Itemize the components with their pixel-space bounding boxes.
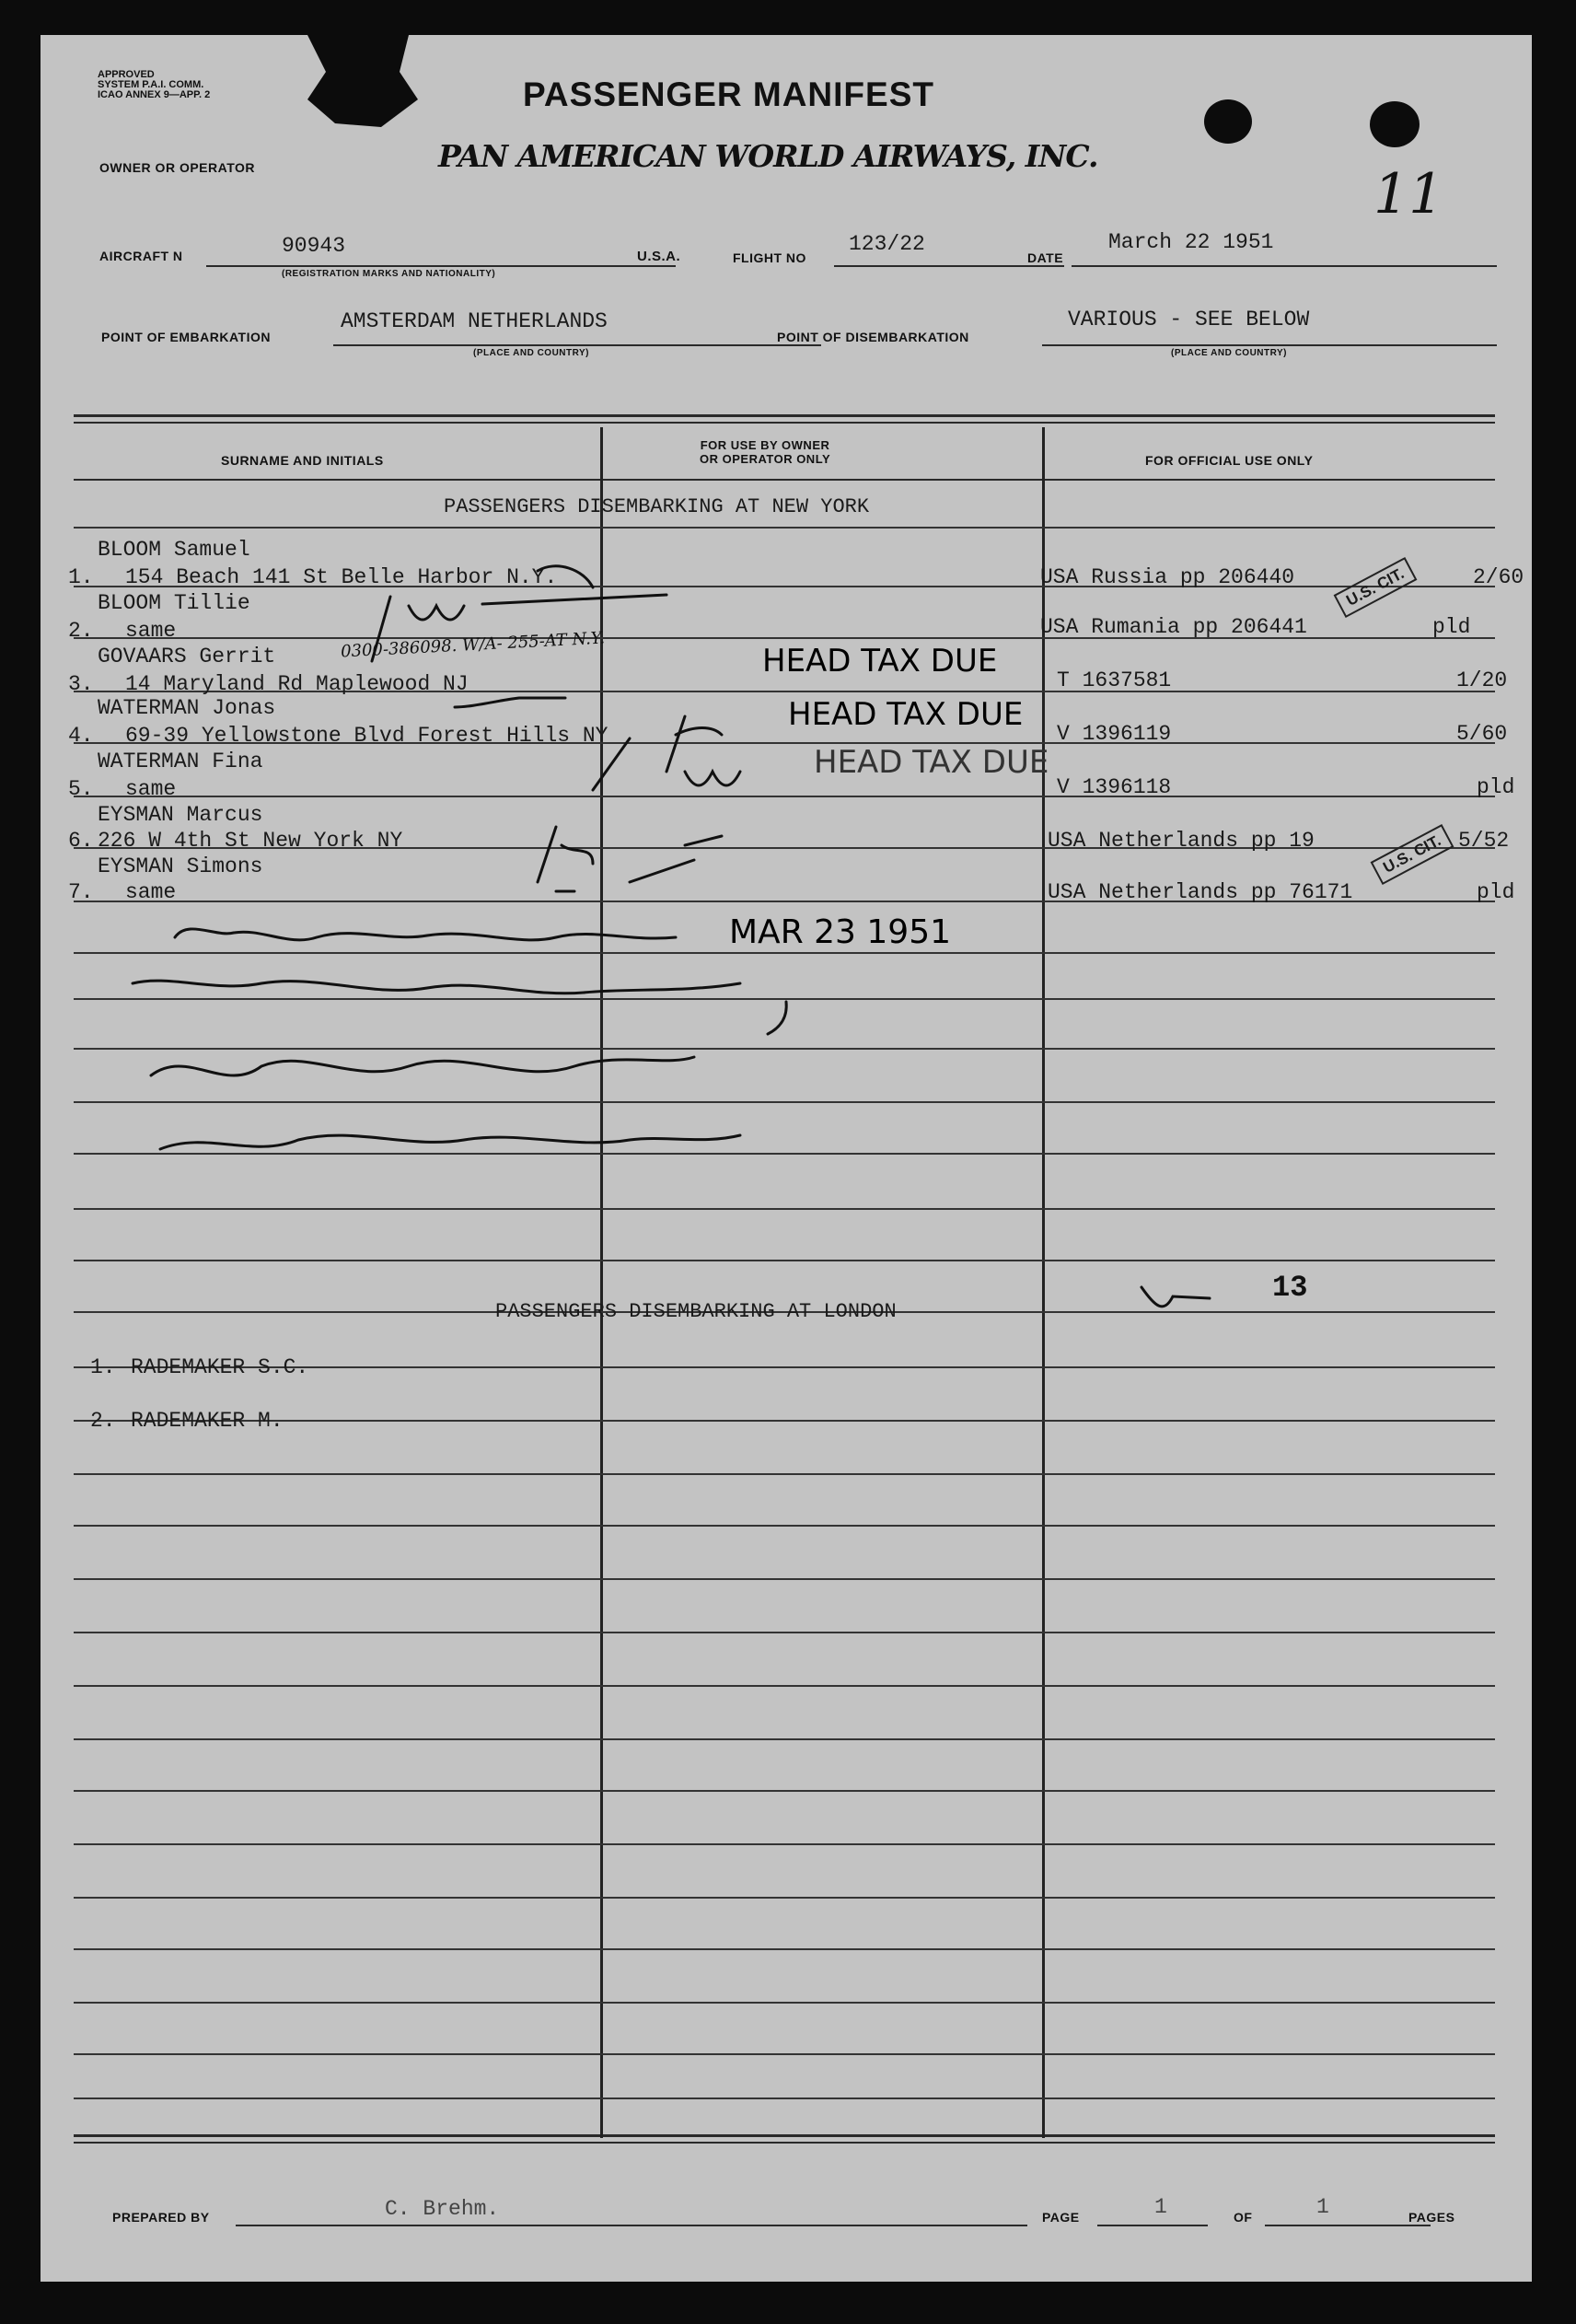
passenger-name: RADEMAKER M. — [131, 1409, 284, 1433]
usa-label: U.S.A. — [637, 249, 681, 264]
official-code: pld — [1477, 880, 1515, 904]
disembarkation-value: VARIOUS - SEE BELOW — [1068, 308, 1310, 331]
section-london: PASSENGERS DISEMBARKING AT LONDON — [495, 1300, 897, 1323]
head-tax-stamp: HEAD TAX DUE — [762, 643, 998, 680]
head-tax-stamp: HEAD TAX DUE — [788, 696, 1024, 733]
embark-place-caption: (PLACE AND COUNTRY) — [473, 348, 589, 358]
column-official: FOR OFFICIAL USE ONLY — [1145, 453, 1314, 468]
aircraft-number: 90943 — [282, 234, 346, 258]
passenger-number: 3. — [68, 672, 94, 696]
embarkation-label: POINT OF EMBARKATION — [101, 330, 271, 344]
section-new-york: PASSENGERS DISEMBARKING AT NEW YORK — [444, 495, 870, 518]
manifest-title: PASSENGER MANIFEST — [523, 76, 934, 113]
official-code: 5/52 — [1458, 829, 1510, 853]
official-code: pld — [1477, 775, 1515, 799]
official-code: 1/20 — [1456, 668, 1508, 692]
passenger-address: same — [125, 619, 177, 643]
page-label: PAGE — [1042, 2210, 1080, 2225]
operator-name: PAN AMERICAN WORLD AIRWAYS, INC. — [438, 138, 1098, 174]
column-owner-use: FOR USE BY OWNER OR OPERATOR ONLY — [700, 438, 831, 466]
prepared-by-value: C. Brehm. — [385, 2197, 500, 2221]
passenger-address: 226 W 4th St New York NY — [98, 829, 403, 853]
flight-label: FLIGHT NO — [733, 250, 806, 265]
official-entry: USA Netherlands pp 19 — [1048, 829, 1315, 853]
column-surname: SURNAME AND INITIALS — [221, 453, 384, 468]
page-number: 1 — [1154, 2195, 1167, 2219]
passenger-number: 4. — [68, 724, 94, 748]
aircraft-label: AIRCRAFT N — [99, 249, 183, 263]
approval-note: APPROVED SYSTEM P.A.I. COMM. ICAO ANNEX 9—APP. 2 — [98, 69, 211, 100]
passenger-name: EYSMAN Marcus — [98, 803, 263, 827]
official-code: 5/60 — [1456, 722, 1508, 746]
official-entry: V 1396118 — [1057, 775, 1172, 799]
passenger-address: 14 Maryland Rd Maplewood NJ — [125, 672, 469, 696]
passenger-number: 2. — [90, 1409, 116, 1433]
passenger-address: same — [125, 777, 177, 801]
passenger-address: 154 Beach 141 St Belle Harbor N.Y. — [125, 565, 558, 589]
official-entry: USA Netherlands pp 76171 — [1048, 880, 1353, 904]
passenger-number: 1. — [90, 1355, 116, 1379]
official-entry: T 1637581 — [1057, 668, 1172, 692]
passenger-number: 2. — [68, 619, 94, 643]
official-code: 2/60 — [1473, 565, 1524, 589]
official-entry: USA Rumania pp 206441 — [1040, 615, 1307, 639]
prepared-by-label: PREPARED BY — [112, 2210, 210, 2225]
passenger-number: 6. — [68, 829, 94, 853]
flight-number: 123/22 — [849, 232, 925, 256]
manifest-sheet — [41, 35, 1532, 2282]
owner-operator-label: OWNER OR OPERATOR — [99, 160, 255, 175]
registration-caption: (REGISTRATION MARKS AND NATIONALITY) — [282, 269, 496, 279]
date-label: DATE — [1027, 250, 1064, 265]
of-label: OF — [1234, 2210, 1253, 2225]
passenger-number: 5. — [68, 777, 94, 801]
total-pages: 1 — [1316, 2195, 1329, 2219]
disembarkation-label: POINT OF DISEMBARKATION — [777, 330, 969, 344]
official-code: pld — [1432, 615, 1471, 639]
handwritten-wa-note: 0300-386098. W/A- 255-AT N.Y. — [340, 628, 606, 662]
us-citizen-stamp: U.S. CIT. — [1371, 824, 1454, 885]
passenger-name: BLOOM Samuel — [98, 538, 250, 562]
us-citizen-stamp: U.S. CIT. — [1334, 557, 1418, 618]
official-entry: USA Russia pp 206440 — [1040, 565, 1295, 589]
passenger-name: RADEMAKER S.C. — [131, 1355, 309, 1379]
passenger-name: EYSMAN Simons — [98, 854, 263, 878]
passenger-name: WATERMAN Fina — [98, 749, 263, 773]
received-date-stamp: MAR 23 1951 — [729, 913, 952, 951]
passenger-number: 1. — [68, 565, 94, 589]
flight-date: March 22 1951 — [1108, 230, 1274, 254]
passenger-address: same — [125, 880, 177, 904]
passenger-name: WATERMAN Jonas — [98, 696, 276, 720]
passenger-name: GOVAARS Gerrit — [98, 645, 276, 668]
head-tax-stamp: HEAD TAX DUE — [814, 744, 1049, 781]
passenger-address: 69-39 Yellowstone Blvd Forest Hills NY — [125, 724, 608, 748]
handwritten-file-number: 13 — [1272, 1271, 1308, 1305]
passenger-name: BLOOM Tillie — [98, 591, 250, 615]
official-entry: V 1396119 — [1057, 722, 1172, 746]
corner-mark: 11 — [1373, 162, 1444, 227]
handwritten-marks — [41, 35, 1532, 2282]
pages-label: PAGES — [1408, 2210, 1455, 2225]
embarkation-value: AMSTERDAM NETHERLANDS — [341, 309, 608, 333]
passenger-number: 7. — [68, 880, 94, 904]
disembark-place-caption: (PLACE AND COUNTRY) — [1171, 348, 1287, 358]
